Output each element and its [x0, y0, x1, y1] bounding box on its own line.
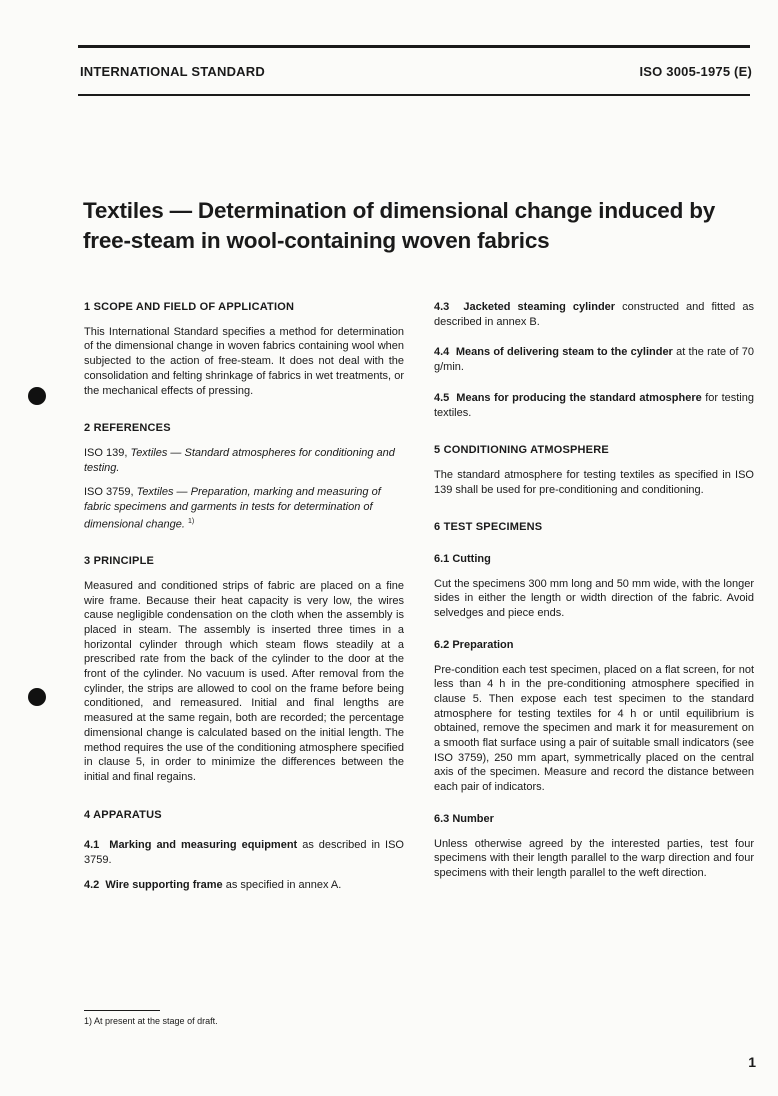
item-4-5	[434, 391, 754, 420]
section-2-heading: 2 REFERENCES	[84, 422, 171, 435]
header-right: ISO 3005-1975 (E)	[639, 64, 752, 79]
item-4-1	[84, 838, 404, 867]
footnote: 1) At present at the stage of draft.	[84, 1016, 218, 1026]
ref2-title: Textiles — Preparation, marking and measuring of fabric specimens and garments in tests for determination of dimensional change.	[84, 486, 381, 531]
binding-hole-top	[28, 387, 46, 405]
item-4-2	[84, 878, 404, 893]
section-1-text: This International Standard specifies a method for determination of the dimensional change in woven fabrics containing wool when subjected to the action of free-steam. It does not deal with the consolidation and felting shrinkage of fabrics in wet treatments, or the mechanical effects of pressing.	[84, 325, 404, 397]
section-6-1-heading: 6.1 Cutting	[434, 553, 491, 566]
item-4-5-text: for testing textiles.	[434, 391, 754, 419]
section-3-heading: 3 PRINCIPLE	[84, 555, 155, 568]
section-6-2-heading: 6.2 Preparation	[434, 638, 514, 651]
header-bottom-rule	[78, 94, 750, 96]
section-6-2-text: Pre-condition each test specimen, placed on a flat screen, for not less than 4 h in the pre-conditioning atmosphere specified in clause 5. Then expose each test specimen to the standard atmosphere for testing textiles for 4 h or until equilibrium is obtained, remove the specimen and mark it for measurement on a smooth flat surface using a pair of suitable small indicators (see ISO 3759), 250 mm apart, symmetrically placed on the central axis of the specimen. Measure and record the distance between each pair of indicators.	[434, 663, 754, 794]
item-4-4-text: at the rate of 70 g/min.	[434, 346, 754, 374]
title-line-2: free-steam in wool-containing woven fabrics	[83, 228, 550, 253]
item-4-2-number: 4.2	[84, 878, 100, 891]
item-4-4-number: 4.4	[434, 346, 450, 359]
section-5-heading: 5 CONDITIONING ATMOSPHERE	[434, 444, 609, 457]
item-4-2-text: as specified in annex A.	[222, 878, 342, 891]
left-column	[84, 300, 404, 892]
footnote-rule	[84, 1010, 160, 1011]
item-4-1-number: 4.1	[84, 839, 100, 852]
binding-hole-bottom	[28, 688, 46, 706]
item-4-1-term: Marking and measuring equipment	[109, 839, 298, 852]
item-4-5-term: Means for producing the standard atmosphere	[456, 391, 702, 404]
ref2-number: ISO 3759,	[84, 486, 134, 499]
item-4-3	[434, 300, 754, 329]
section-6-3-text: Unless otherwise agreed by the interested parties, test four specimens with their length parallel to the warp direction and four specimens with their length parallel to the weft direction.	[434, 837, 754, 879]
section-6-heading: 6 TEST SPECIMENS	[434, 521, 543, 534]
section-5-text: The standard atmosphere for testing textiles as specified in ISO 139 shall be used for pre-conditioning and conditioning.	[434, 468, 754, 496]
item-4-4	[434, 345, 754, 374]
section-4-heading: 4 APPARATUS	[84, 808, 162, 821]
item-4-1-text: as described in ISO 3759.	[84, 839, 404, 867]
header-top-rule	[78, 45, 750, 48]
title-line-1: Textiles — Determination of dimensional change induced by	[83, 198, 716, 223]
item-4-2-term: Wire supporting frame	[105, 878, 223, 891]
reference-iso-3759	[84, 485, 404, 532]
ref1-title: Textiles — Standard atmospheres for conditioning and testing.	[84, 446, 395, 474]
footnote-marker: 1)	[187, 517, 195, 525]
ref1-number: ISO 139,	[84, 446, 128, 459]
page-number: 1	[748, 1054, 756, 1070]
item-4-3-text: constructed and fitted as described in annex B.	[434, 301, 754, 328]
section-6-1-text: Cut the specimens 300 mm long and 50 mm wide, with the longer sides in either the length or width direction of the fabric. Avoid selvedges and piece ends.	[434, 577, 754, 620]
right-column	[434, 300, 754, 881]
section-1-heading: 1 SCOPE AND FIELD OF APPLICATION	[84, 301, 295, 313]
section-6-3-heading: 6.3 Number	[434, 812, 494, 825]
section-3-text: Measured and conditioned strips of fabric are placed on a fine wire frame. Because their heat capacity is very low, the wires cause negligible condensation on the cloth when the assembly is placed in steam. The assembly is inserted three times in a horizontal cylinder through which steam flows steadily at a prescribed rate from the back of the cylinder to the door at the front of the cylinder. No vacuum is used. After removal from the cylinder, the strips are allowed to cool on the frame before being conditioned, and remeasured. Initial and final lengths are measured at the same regain, both are recorded; the percentage dimensional change is calculated based on the initial length. The method requires the use of the conditioning atmosphere specified in clause 5, in order to minimize the differences between the initial and final regains.	[84, 579, 404, 783]
item-4-3-term: Jacketed steaming cylinder	[463, 301, 616, 313]
document-title	[83, 196, 763, 256]
item-4-3-number: 4.3	[434, 301, 450, 313]
reference-iso-139	[84, 446, 404, 475]
item-4-4-term: Means of delivering steam to the cylinder	[455, 346, 673, 359]
header-left: INTERNATIONAL STANDARD	[80, 64, 265, 79]
item-4-5-number: 4.5	[434, 391, 450, 404]
